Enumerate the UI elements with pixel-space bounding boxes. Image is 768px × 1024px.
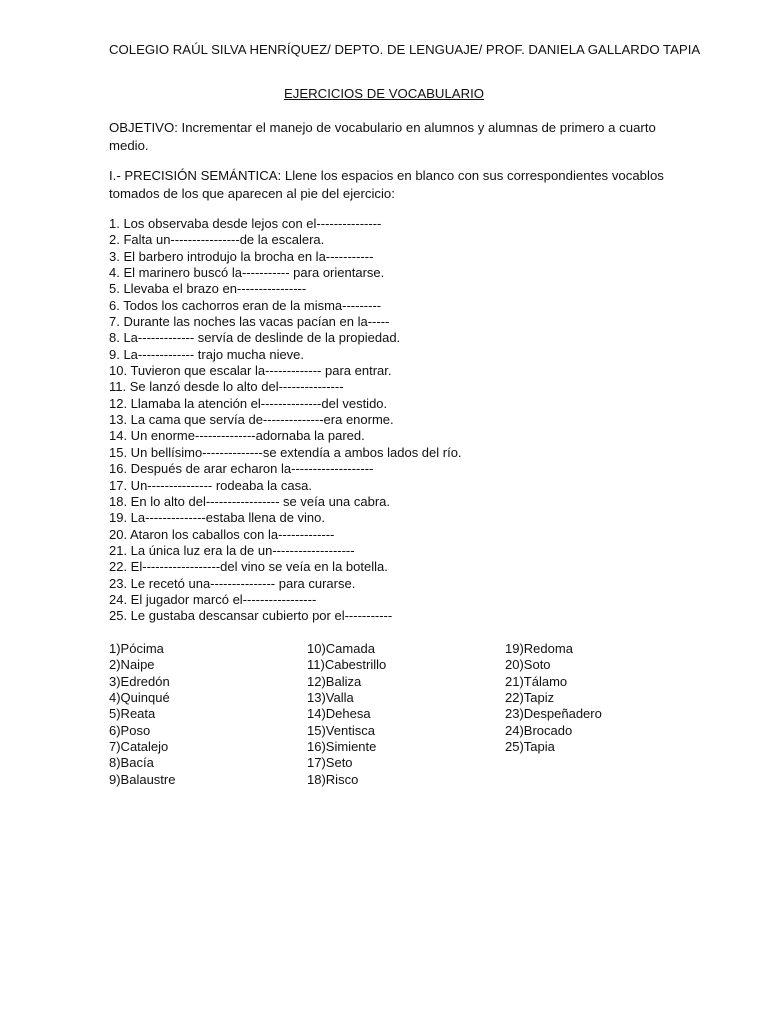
exercise-item: 7. Durante las noches las vacas pacían en la-----	[109, 314, 390, 330]
word-bank-item: 4)Quinqué	[109, 690, 170, 706]
exercise-item: 8. La------------- servía de deslinde de la propiedad.	[109, 330, 401, 346]
word-bank-item: 23)Despeñadero	[505, 706, 602, 722]
word-bank-item: 12)Baliza	[307, 673, 362, 689]
section-instruction: I.- PRECISIÓN SEMÁNTICA: Llene los espacios en blanco con sus correspondientes vocablos tomados de los que aparecen al pie del ejercicio:	[109, 168, 664, 201]
word-bank-item: 20)Soto	[505, 657, 551, 673]
word-bank-item: 16)Simiente	[307, 739, 377, 755]
word-bank-column-2	[307, 641, 386, 788]
word-bank-item: 21)Tálamo	[505, 673, 568, 689]
school-header: COLEGIO RAÚL SILVA HENRÍQUEZ/ DEPTO. DE LENGUAJE/ PROF. DANIELA GALLARDO TAPIA	[109, 42, 701, 57]
word-bank-item: 18)Risco	[307, 771, 359, 787]
exercise-item: 19. La--------------estaba llena de vino.	[109, 510, 326, 526]
exercise-item: 23. Le recetó una--------------- para curarse.	[109, 575, 356, 591]
word-bank-item: 15)Ventisca	[307, 722, 375, 738]
exercise-item: 13. La cama que servía de--------------era enorme.	[109, 412, 394, 428]
exercise-item: 2. Falta un----------------de la escalera.	[109, 232, 325, 248]
word-bank-item: 11)Cabestrillo	[307, 657, 387, 673]
word-bank-item: 19)Redoma	[505, 641, 573, 656]
word-bank-item: 24)Brocado	[505, 722, 573, 738]
exercise-item: 11. Se lanzó desde lo alto del---------------	[109, 379, 344, 395]
objective-paragraph: OBJETIVO: Incrementar el manejo de vocabulario en alumnos y alumnas de primero a cuarto medio.	[109, 120, 656, 153]
exercise-item: 9. La------------- trajo mucha nieve.	[109, 346, 305, 362]
document-title-text: EJERCICIOS DE VOCABULARIO	[283, 86, 485, 101]
exercise-item: 10. Tuvieron que escalar la------------- para entrar.	[109, 363, 392, 379]
exercise-item: 18. En lo alto del----------------- se veía una cabra.	[109, 493, 391, 509]
exercise-item: 6. Todos los cachorros eran de la misma---------	[109, 297, 382, 313]
word-bank-item: 1)Pócima	[109, 641, 164, 656]
word-bank-item: 22)Tapiz	[505, 690, 555, 706]
exercise-item: 24. El jugador marcó el-----------------	[109, 591, 317, 607]
word-bank-item: 13)Valla	[307, 690, 354, 706]
word-bank-item: 6)Poso	[109, 722, 151, 738]
exercise-item: 22. El------------------del vino se veía en la botella.	[109, 559, 388, 575]
exercise-item: 5. Llevaba el brazo en----------------	[109, 281, 307, 297]
word-bank-item: 5)Reata	[109, 706, 156, 722]
exercise-item: 4. El marinero buscó la----------- para orientarse.	[109, 265, 385, 281]
word-bank-item: 10)Camada	[307, 641, 375, 656]
exercise-item: 17. Un--------------- rodeaba la casa.	[109, 477, 312, 493]
word-bank-column-1	[109, 641, 175, 788]
word-bank-item: 8)Bacía	[109, 755, 154, 771]
exercise-item: 20. Ataron los caballos con la-------------	[109, 526, 335, 542]
document-title	[0, 85, 768, 103]
exercise-item: 12. Llamaba la atención el--------------del vestido.	[109, 395, 388, 411]
word-bank-item: 9)Balaustre	[109, 771, 176, 787]
exercise-item: 15. Un bellísimo--------------se extendía a ambos lados del río.	[109, 444, 462, 460]
exercise-item: 3. El barbero introdujo la brocha en la-----------	[109, 248, 374, 264]
exercise-item: 16. Después de arar echaron la-------------------	[109, 461, 374, 477]
word-bank-item: 14)Dehesa	[307, 706, 371, 722]
word-bank-item: 2)Naipe	[109, 657, 155, 673]
word-bank-item: 3)Edredón	[109, 673, 170, 689]
exercise-item: 1. Los observaba desde lejos con el---------------	[109, 216, 382, 231]
exercise-item: 21. La única luz era la de un-------------------	[109, 542, 355, 558]
word-bank-column-3	[505, 641, 602, 755]
word-bank-item: 17)Seto	[307, 755, 353, 771]
word-bank-item: 7)Catalejo	[109, 739, 169, 755]
word-bank-item: 25)Tapia	[505, 739, 555, 755]
exercise-item: 14. Un enorme--------------adornaba la pared.	[109, 428, 365, 444]
exercise-item: 25. Le gustaba descansar cubierto por el-----------	[109, 608, 393, 624]
exercise-list	[109, 216, 669, 625]
